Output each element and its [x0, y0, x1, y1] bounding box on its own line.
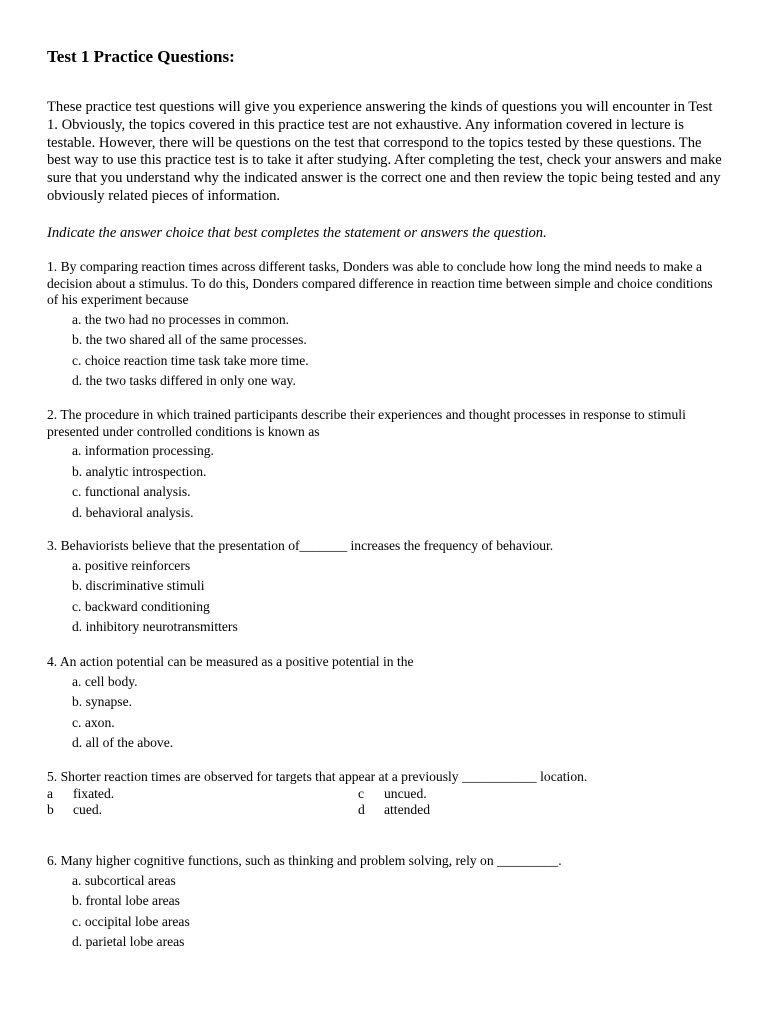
- question-6: [47, 853, 723, 953]
- answer-options: [47, 786, 723, 819]
- question-4: [47, 654, 723, 754]
- question-text: 5. Shorter reaction times are observed for targets that appear at a previously ___________ location.: [47, 769, 588, 784]
- option-letter: d: [358, 802, 365, 817]
- option-d: d. parietal lobe areas: [72, 934, 185, 949]
- intro-paragraph: These practice test questions will give you experience answering the kinds of questions you will encounter in Test 1. Obviously, the topics covered in this practice test are not exhaustive. Any information covered in lecture is testable. However, there will be questions on the test that correspond to the topics tested by these questions. The best way to use this practice test is to take it after studying. After completing the test, check your answers and make sure that you understand why the indicated answer is the correct one and then review the topic being tested and any obviously related pieces of information.: [47, 99, 722, 204]
- instruction-text: Indicate the answer choice that best completes the statement or answers the question.: [47, 225, 547, 241]
- option-b: b. synapse.: [72, 694, 133, 709]
- option-c: c. functional analysis.: [72, 484, 191, 499]
- answer-options: [47, 441, 723, 523]
- option-text: fixated.: [73, 785, 115, 801]
- option-letter: b: [47, 802, 54, 817]
- option-a: a. the two had no processes in common.: [72, 311, 290, 327]
- option-c: [358, 786, 669, 803]
- option-d: d. the two tasks differed in only one way.: [72, 373, 296, 388]
- option-c: c. choice reaction time task take more time.: [72, 352, 309, 368]
- question-5: [47, 769, 723, 819]
- option-text: attended: [384, 802, 431, 817]
- answer-options: [47, 871, 723, 953]
- option-d: [358, 802, 669, 819]
- option-d: d. inhibitory neurotransmitters: [72, 619, 238, 634]
- answer-options: [47, 672, 723, 754]
- question-3: [47, 538, 723, 638]
- option-a: a. positive reinforcers: [72, 557, 191, 573]
- page-title: Test 1 Practice Questions:: [47, 47, 235, 66]
- option-c: c. backward conditioning: [72, 598, 210, 614]
- option-a: [47, 786, 358, 803]
- option-a: a. information processing.: [72, 443, 214, 458]
- option-d: d. behavioral analysis.: [72, 504, 194, 520]
- option-letter: a: [47, 785, 54, 801]
- question-text: 6. Many higher cognitive functions, such as thinking and problem solving, rely on _________.: [47, 853, 562, 868]
- option-b: b. analytic introspection.: [72, 463, 207, 479]
- option-text: uncued.: [384, 785, 427, 801]
- option-b: [47, 802, 358, 819]
- question-text: 2. The procedure in which trained participants describe their experiences and thought processes in response to stimuli presented under controlled conditions is known as: [47, 407, 686, 439]
- option-b: b. frontal lobe areas: [72, 893, 180, 908]
- option-b: b. the two shared all of the same processes.: [72, 332, 307, 347]
- answer-options: [47, 310, 723, 392]
- option-text: cued.: [73, 802, 103, 817]
- option-a: a. subcortical areas: [72, 872, 176, 888]
- answer-options: [47, 556, 723, 638]
- question-text: 1. By comparing reaction times across different tasks, Donders was able to conclude how long the mind needs to make a decision about a stimulus. To do this, Donders compared difference in reaction time between simple and choice conditions of his experiment because: [47, 259, 713, 307]
- option-letter: c: [358, 785, 365, 801]
- option-d: d. all of the above.: [72, 735, 174, 750]
- option-c: c. axon.: [72, 714, 115, 730]
- option-b: b. discriminative stimuli: [72, 578, 205, 593]
- question-1: [47, 259, 723, 392]
- question-2: [47, 407, 723, 523]
- question-text: 4. An action potential can be measured as a positive potential in the: [47, 654, 414, 669]
- option-a: a. cell body.: [72, 673, 138, 689]
- question-text: 3. Behaviorists believe that the presentation of_______ increases the frequency of behaviour.: [47, 538, 554, 553]
- option-c: c. occipital lobe areas: [72, 913, 190, 929]
